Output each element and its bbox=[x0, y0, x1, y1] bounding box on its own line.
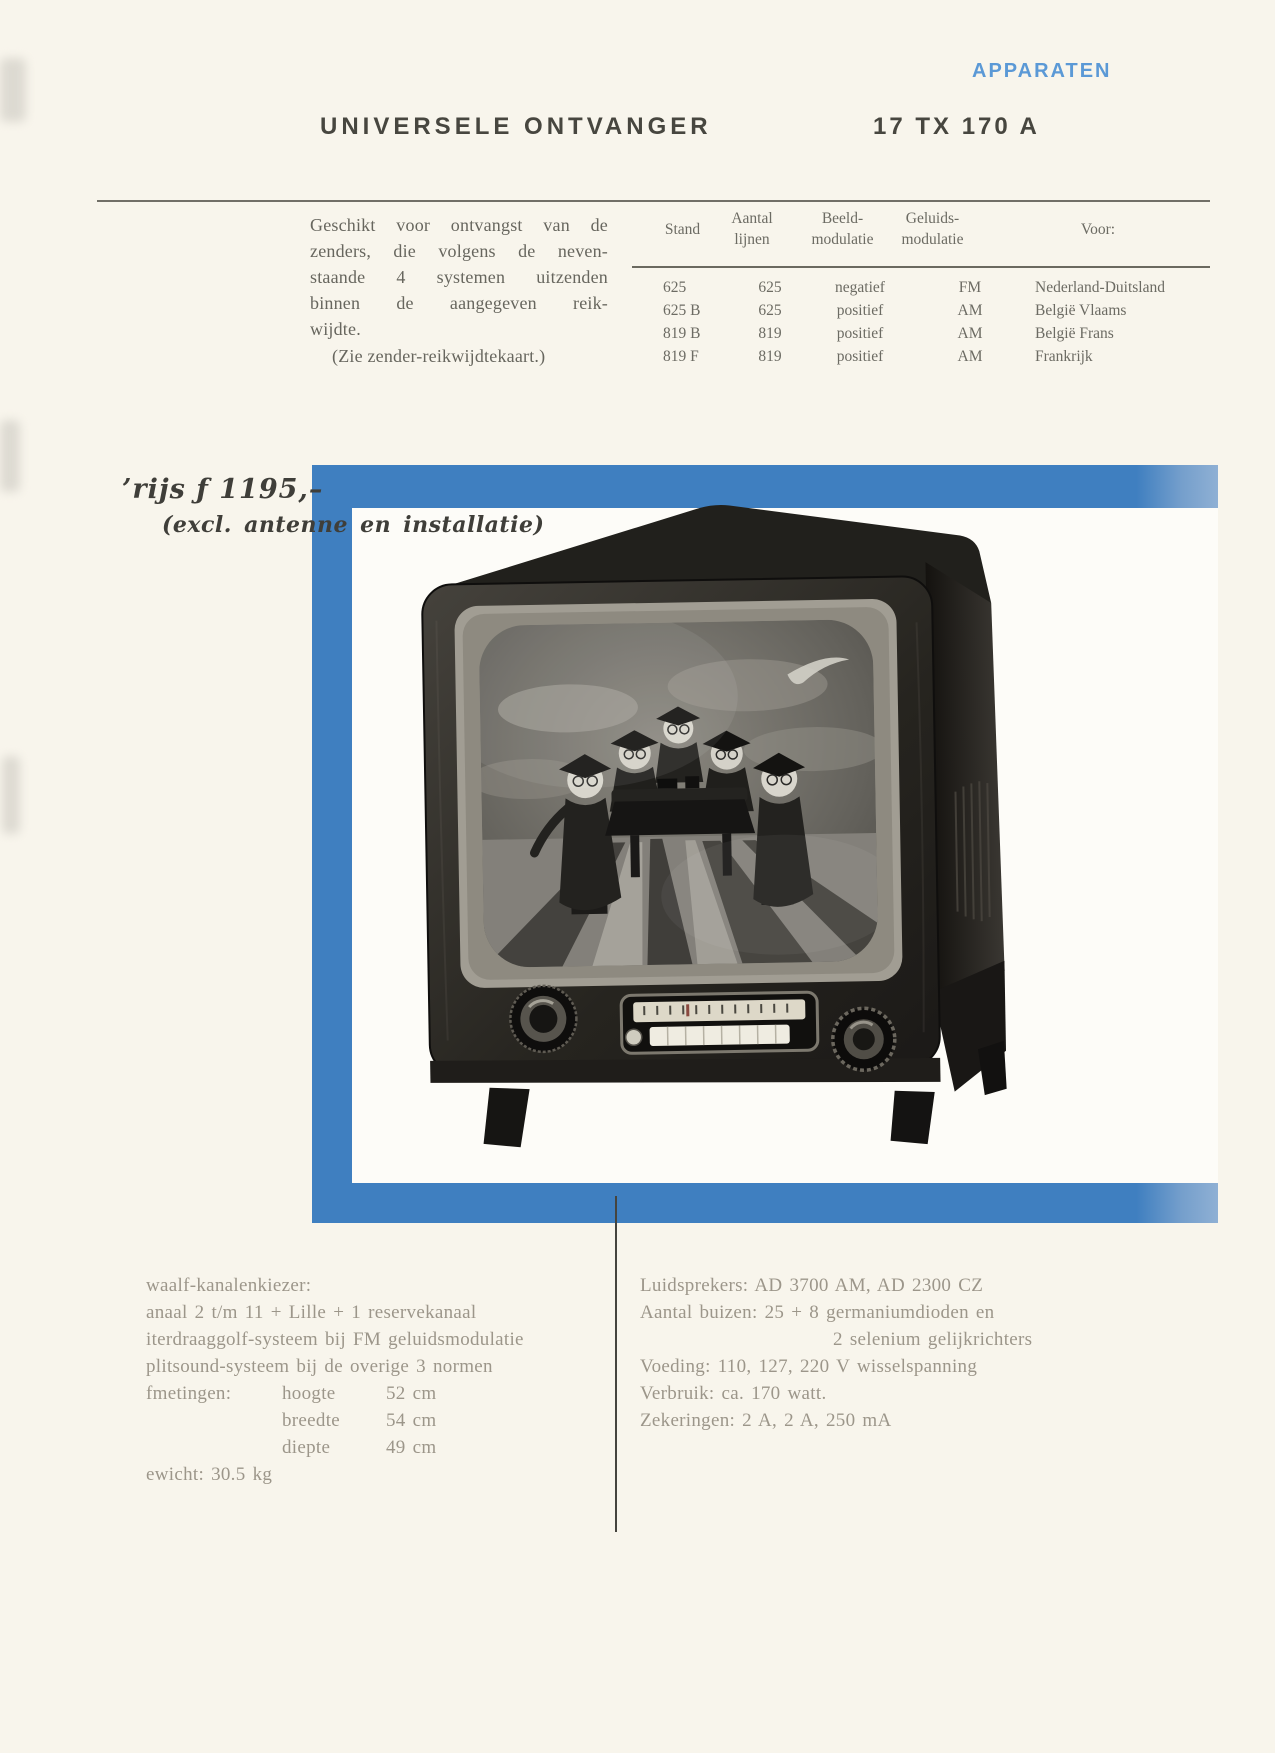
spec-line: Aantal buizen: 25 + 8 germaniumdioden en bbox=[640, 1302, 995, 1323]
paragraph-note: (Zie zender-reikwijdtekaart.) bbox=[332, 346, 546, 366]
paragraph-line: Geschikt voor ontvangst van de bbox=[310, 215, 608, 235]
tv-photo bbox=[384, 491, 1025, 1157]
scan-artifact bbox=[0, 420, 20, 492]
right-knob bbox=[832, 1008, 895, 1071]
scan-artifact bbox=[2, 756, 20, 834]
table-header-rule bbox=[632, 266, 1210, 268]
column-header-beeldmodulatie: Beeld- modulatie bbox=[811, 210, 874, 248]
spec-line: plitsound-systeem bij de overige 3 normen bbox=[146, 1356, 493, 1377]
intro-paragraph bbox=[310, 212, 608, 369]
blue-frame-left bbox=[312, 465, 352, 1223]
paragraph-line: staande 4 systemen uitzenden bbox=[310, 267, 608, 287]
tv-illustration bbox=[384, 491, 1025, 1157]
tv-screen bbox=[436, 603, 902, 969]
spec-line: Voeding: 110, 127, 220 V wisselspanning bbox=[640, 1356, 978, 1377]
spec-line: Zekeringen: 2 A, 2 A, 250 mA bbox=[640, 1410, 892, 1431]
spec-line: waalf-kanalenkiezer: bbox=[146, 1275, 312, 1296]
spec-line: ewicht: 30.5 kg bbox=[146, 1464, 273, 1485]
column-header-voor: Voor: bbox=[1080, 221, 1116, 238]
tuning-dial bbox=[621, 992, 818, 1053]
paragraph-line: wijdte. bbox=[310, 319, 361, 339]
spec-line-dimensions: breedte 54 cm bbox=[282, 1410, 437, 1431]
specs-right-column bbox=[640, 1272, 1200, 1434]
spec-line: 2 selenium gelijkrichters bbox=[833, 1329, 1033, 1350]
page-title: UNIVERSELE ONTVANGER bbox=[320, 113, 712, 140]
paragraph-line: zenders, die volgens de neven- bbox=[310, 241, 608, 261]
column-header-geluidsmodulatie: Geluids- modulatie bbox=[901, 210, 964, 248]
column-header-stand: Stand bbox=[664, 221, 701, 238]
section-label: APPARATEN bbox=[972, 60, 1112, 82]
scan-artifact bbox=[0, 58, 26, 122]
specs-left-column bbox=[146, 1272, 616, 1488]
blue-frame-bottom bbox=[312, 1183, 1218, 1223]
price-note: (excl. antenne en installatie) bbox=[162, 512, 545, 538]
spec-line: iterdraaggolf-systeem bij FM geluidsmodulatie bbox=[146, 1329, 524, 1350]
model-number: 17 TX 170 A bbox=[873, 113, 1040, 140]
column-header-aantal-lijnen: Aantal lijnen bbox=[731, 210, 773, 248]
spec-line: anaal 2 t/m 11 + Lille + 1 reservekanaal bbox=[146, 1302, 477, 1323]
spec-line: Verbruik: ca. 170 watt. bbox=[640, 1383, 827, 1404]
spec-line-dimensions: diepte 49 cm bbox=[282, 1437, 437, 1458]
table-row: 625 625 negatief FM Nederland-Duitsland bbox=[663, 279, 1165, 296]
table-row: 625 B 625 positief AM België Vlaams bbox=[663, 302, 1127, 319]
table-row: 819 F 819 positief AM Frankrijk bbox=[663, 348, 1093, 365]
horizontal-rule-top bbox=[97, 200, 1210, 202]
price: ’rijs ƒ 1195,– bbox=[122, 474, 324, 505]
paragraph-line: binnen de aangegeven reik- bbox=[310, 293, 608, 313]
spec-line-dimensions: fmetingen: hoogte 52 cm bbox=[146, 1383, 437, 1404]
table-row: 819 B 819 positief AM België Frans bbox=[663, 325, 1114, 342]
spec-line: Luidsprekers: AD 3700 AM, AD 2300 CZ bbox=[640, 1275, 984, 1296]
column-divider bbox=[615, 1196, 617, 1532]
